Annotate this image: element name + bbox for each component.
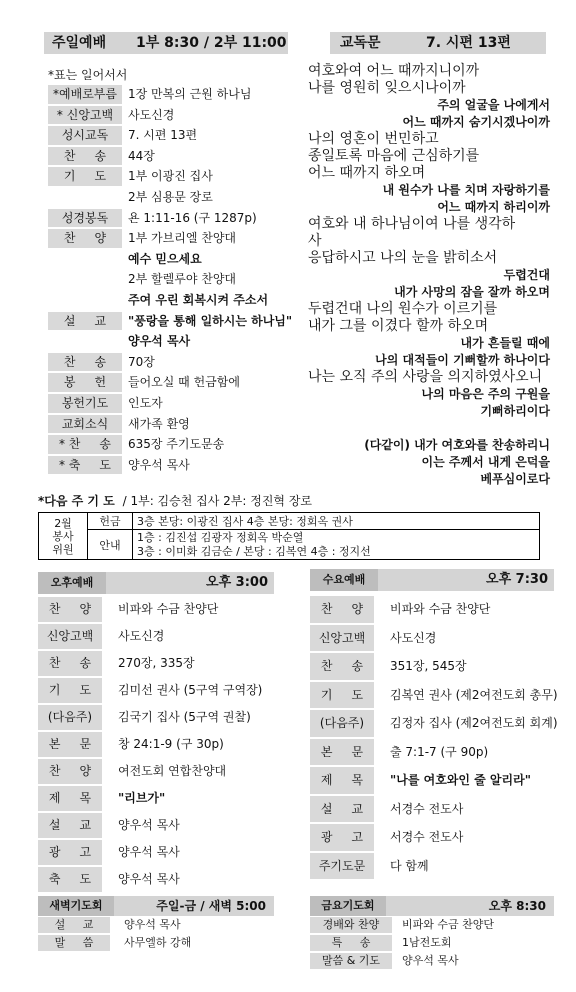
sunday-row (48, 372, 298, 393)
leader-line (308, 420, 550, 437)
afternoon-row (38, 731, 278, 758)
wednesday-time: 오후 7:30 (486, 572, 548, 587)
responsive-title: 교독문 (340, 35, 381, 51)
sunday-row (48, 146, 298, 167)
sunday-row-value: "풍랑을 통해 일하시는 하나님" (128, 313, 293, 328)
sunday-row-label: 찬 양 (48, 229, 122, 248)
responsive-header (330, 32, 546, 54)
sunday-row-label: 교회소식 (48, 415, 122, 434)
sunday-row (48, 125, 298, 146)
wednesday-row-value: 서경수 전도사 (390, 801, 464, 816)
dawn-row-value: 사무엘하 강해 (124, 936, 192, 949)
afternoon-title: 오후예배 (50, 576, 94, 589)
sunday-row-value: 들어오실 때 헌금함에 (128, 375, 240, 390)
next-prayer-row (38, 492, 312, 509)
sunday-row-label: 봉헌기도 (48, 394, 122, 413)
friday-row (310, 952, 560, 970)
sunday-row-value: 주여 우린 회복시켜 주소서 (128, 292, 269, 307)
leader-line: 나를 영원히 잊으시나이까 (308, 80, 466, 96)
next-prayer-label: *다음 주 기 도 (38, 494, 115, 508)
sunday-title: 주일예배 (52, 35, 107, 51)
sunday-row-value: 2부 할렐루야 찬양대 (128, 272, 237, 287)
responsive-reading-text (308, 63, 550, 488)
afternoon-row (38, 704, 278, 731)
congregation-line: 나의 대적들이 기뻐할까 하나이다 (375, 353, 550, 367)
wednesday-row-label: 광 고 (310, 824, 374, 851)
guide-line-2: 3층 : 이미화 김금순 / 본당 : 김복연 4층 : 정지선 (137, 544, 371, 558)
afternoon-row-value: 김미선 권사 (5구역 구역장) (118, 683, 263, 697)
friday-row-value: 양우석 목사 (402, 954, 459, 967)
sunday-row (48, 84, 298, 105)
wednesday-row (310, 595, 560, 624)
sunday-row-value: 44장 (128, 148, 155, 163)
wednesday-row (310, 709, 560, 738)
sunday-row (48, 249, 298, 270)
friday-row-label: 말씀 & 기도 (310, 953, 392, 969)
wednesday-row-label: 본 문 (310, 739, 374, 766)
congregation-line: 어느 때까지 하리이까 (437, 200, 550, 214)
afternoon-row-label: 광 고 (38, 840, 102, 865)
sunday-row (48, 105, 298, 126)
dawn-title-box (38, 896, 114, 916)
dawn-row (38, 916, 278, 934)
afternoon-row-value: 김국기 집사 (5구역 권찰) (118, 710, 251, 724)
sunday-row (48, 290, 298, 311)
afternoon-row-label: 제 목 (38, 786, 102, 811)
sunday-row-value: 양우석 목사 (128, 457, 190, 472)
wednesday-title: 수요예배 (322, 573, 366, 586)
sunday-row-label: 성시교독 (48, 126, 122, 145)
wednesday-row-label: 설 교 (310, 796, 374, 823)
dawn-row-label: 설 교 (38, 917, 110, 933)
wednesday-order-list (310, 595, 560, 880)
sunday-row-value: 욘 1:11-16 (구 1287p) (128, 210, 257, 225)
congregation-line: 기뻐하리이다 (480, 404, 550, 418)
wednesday-row (310, 795, 560, 824)
dawn-row (38, 934, 278, 952)
afternoon-row-label: 설 교 (38, 813, 102, 838)
afternoon-row (38, 866, 278, 893)
afternoon-row-label: 본 문 (38, 732, 102, 757)
congregation-line: 베푸심이로다 (480, 472, 550, 486)
sunday-row (48, 434, 298, 455)
sunday-note: *표는 일어서서 (48, 68, 128, 82)
afternoon-row (38, 596, 278, 623)
wednesday-row-value: 사도신경 (390, 630, 437, 645)
wednesday-row-value: 서경수 전도사 (390, 830, 464, 844)
sunday-row-label: 찬 송 (48, 147, 122, 166)
congregation-line: 나의 마음은 주의 구원을 (421, 387, 550, 401)
sunday-row-value: 인도자 (128, 395, 163, 410)
sunday-row-value: 70장 (128, 354, 155, 369)
congregation-line: 이는 주께서 내게 은덕을 (421, 455, 550, 469)
wednesday-row-value: 출 7:1-7 (구 90p) (390, 744, 489, 759)
sunday-row (48, 311, 298, 332)
sunday-row-value: 635장 주기도문송 (128, 437, 225, 452)
guide-line-1: 1층 : 김진섭 김광자 정회옥 박순열 (137, 530, 304, 544)
sunday-row-label: * 축 도 (48, 456, 122, 475)
guide-label: 안내 (88, 530, 133, 560)
afternoon-row-label: 축 도 (38, 867, 102, 892)
leader-line: 나의 영혼이 번민하고 (308, 131, 439, 147)
afternoon-row-value: 비파와 수금 찬양단 (118, 602, 219, 616)
wednesday-row (310, 823, 560, 852)
sunday-row-label: 성경봉독 (48, 209, 122, 228)
sunday-row (48, 352, 298, 373)
dawn-time: 주일-금 / 새벽 5:00 (156, 899, 266, 913)
congregation-line: 주의 얼굴을 나에게서 (437, 98, 550, 112)
afternoon-row-label: 찬 양 (38, 759, 102, 784)
sunday-row (48, 393, 298, 414)
offering-text: 3층 본당: 이광진 집사 4층 본당: 정회옥 권사 (133, 513, 540, 530)
friday-row-value: 1남전도회 (402, 936, 452, 949)
afternoon-order-list (38, 596, 278, 893)
sunday-row (48, 269, 298, 290)
sunday-row-value: 예수 믿으세요 (128, 251, 202, 266)
sunday-row-label: 찬 송 (48, 353, 122, 372)
friday-row (310, 916, 560, 934)
leader-line: 두렵건대 나의 원수가 이르기를 (308, 301, 498, 317)
wednesday-row-label: 찬 송 (310, 653, 374, 680)
wednesday-row-label: 찬 양 (310, 596, 374, 623)
wednesday-title-box (310, 569, 378, 591)
friday-row-label: 경배와 찬양 (310, 917, 392, 933)
service-group-label (39, 513, 88, 560)
sunday-row-value: 1부 가브리엘 찬양대 (128, 231, 237, 246)
afternoon-row-value: 사도신경 (118, 629, 165, 643)
afternoon-row-label: 찬 양 (38, 597, 102, 622)
wednesday-row-value: 김복연 권사 (제2여전도회 총무) (390, 687, 558, 702)
wednesday-row-value: 비파와 수금 찬양단 (390, 602, 491, 616)
leader-line: 여호와여 어느 때까지니이까 (308, 63, 480, 79)
dawn-header (38, 896, 274, 916)
sunday-row-label: * 찬 송 (48, 435, 122, 454)
afternoon-row (38, 785, 278, 812)
friday-row-label: 특 송 (310, 935, 392, 951)
sunday-row (48, 187, 298, 208)
friday-title-box (310, 896, 386, 916)
leader-line: 나는 오직 주의 사랑을 의지하였사오니 (308, 369, 543, 385)
sunday-time: 1부 8:30 / 2부 11:00 (136, 35, 287, 51)
wednesday-row (310, 624, 560, 653)
congregation-line: 어느 때까지 숨기시겠나이까 (402, 115, 550, 129)
sunday-row-value: 1부 이광진 집사 (128, 169, 213, 184)
afternoon-row-value: 270장, 335장 (118, 656, 195, 670)
sunday-row-label: 봉 헌 (48, 373, 122, 392)
afternoon-row-value: 창 24:1-9 (구 30p) (118, 737, 224, 751)
wednesday-row-value: 351장, 545장 (390, 659, 467, 673)
afternoon-row-value: 양우석 목사 (118, 845, 180, 859)
sunday-row (48, 455, 298, 476)
leader-line: 여호와 내 하나님이여 나를 생각하 (308, 216, 516, 232)
wednesday-row-label: 제 목 (310, 767, 374, 794)
afternoon-row (38, 758, 278, 785)
sunday-row (48, 331, 298, 352)
afternoon-row (38, 650, 278, 677)
friday-row-value: 비파와 수금 찬양단 (402, 918, 495, 931)
sunday-row (48, 228, 298, 249)
guide-text (133, 530, 540, 560)
responsive-subtitle: 7. 시편 13편 (426, 35, 511, 51)
wednesday-row-label: (다음주) (310, 710, 374, 737)
wednesday-row-label: 기 도 (310, 682, 374, 709)
afternoon-row (38, 812, 278, 839)
sunday-order-list (48, 84, 298, 475)
sunday-row-value: 7. 시편 13편 (128, 128, 198, 143)
wednesday-row (310, 738, 560, 767)
wednesday-row (310, 852, 560, 881)
congregation-line: 내가 흔들릴 때에 (460, 336, 550, 350)
afternoon-row-value: 양우석 목사 (118, 872, 180, 886)
wednesday-row-label: 신앙고백 (310, 625, 374, 652)
afternoon-row-label: 기 도 (38, 678, 102, 703)
afternoon-row-label: 신앙고백 (38, 624, 102, 649)
wednesday-row-value: 김정자 집사 (제2여전도회 회계) (390, 716, 558, 730)
wednesday-row-value: 다 함께 (390, 858, 429, 873)
sunday-row-value: 사도신경 (128, 107, 175, 122)
afternoon-row (38, 623, 278, 650)
dawn-title: 새벽기도회 (49, 899, 103, 912)
afternoon-row-label: (다음주) (38, 705, 102, 730)
afternoon-time: 오후 3:00 (206, 575, 268, 590)
afternoon-row-value: 양우석 목사 (118, 818, 180, 832)
dawn-row-label: 말 씀 (38, 935, 110, 951)
wednesday-row (310, 681, 560, 710)
friday-header (310, 896, 554, 916)
sunday-row-value: 2부 심용문 장로 (128, 189, 213, 204)
leader-line: 종일토록 마음에 근심하기를 (308, 148, 480, 164)
afternoon-row-label: 찬 송 (38, 651, 102, 676)
sunday-row-value: 새가족 환영 (128, 416, 190, 431)
leader-line: 어느 때까지 하오며 (308, 165, 426, 181)
congregation-line: (다같이) 내가 여호와를 찬송하리니 (364, 438, 550, 452)
afternoon-row-value: "리브가" (118, 791, 166, 805)
wednesday-header (310, 569, 554, 591)
wednesday-row (310, 652, 560, 681)
sunday-header (44, 32, 288, 54)
sunday-row-label: 기 도 (48, 167, 122, 186)
sunday-row-label: *예배로부름 (48, 85, 122, 104)
afternoon-row (38, 839, 278, 866)
friday-row (310, 934, 560, 952)
sunday-row-value: 1장 만복의 근원 하나님 (128, 87, 252, 101)
sunday-row-value: 양우석 목사 (128, 334, 191, 349)
dawn-row-value: 양우석 목사 (124, 918, 181, 931)
service-group-text: 2월 봉사 위원 (52, 516, 74, 556)
offering-label: 헌금 (88, 513, 133, 530)
wednesday-row-value: "나를 여호와인 줄 알리라" (390, 773, 531, 787)
next-prayer-text: / 1부: 김승천 집사 2부: 정진혁 장로 (122, 494, 312, 508)
congregation-line: 내 원수가 나를 치며 자랑하기를 (382, 183, 550, 197)
sunday-row (48, 208, 298, 229)
sunday-row (48, 414, 298, 435)
friday-title: 금요기도회 (321, 899, 375, 912)
sunday-row-label: 설 교 (48, 312, 122, 331)
friday-time: 오후 8:30 (488, 899, 546, 913)
leader-line: 사 (308, 233, 322, 249)
afternoon-title-box (38, 572, 106, 594)
sunday-row (48, 166, 298, 187)
afternoon-row-value: 여전도회 연합찬양대 (118, 764, 227, 778)
afternoon-row (38, 677, 278, 704)
friday-order-list (310, 916, 560, 970)
wednesday-row-label: 주기도문 (310, 853, 374, 880)
service-volunteers-table (38, 512, 540, 560)
congregation-line: 내가 사망의 잠을 잘까 하오며 (394, 285, 550, 299)
wednesday-row (310, 766, 560, 795)
leader-line: 내가 그를 이겼다 할까 하오며 (308, 318, 489, 334)
afternoon-header (38, 572, 274, 594)
leader-line: 응답하시고 나의 눈을 밝히소서 (308, 250, 498, 266)
sunday-row-label: * 신앙고백 (48, 106, 122, 125)
dawn-order-list (38, 916, 278, 952)
congregation-line: 두렵건대 (503, 268, 550, 282)
